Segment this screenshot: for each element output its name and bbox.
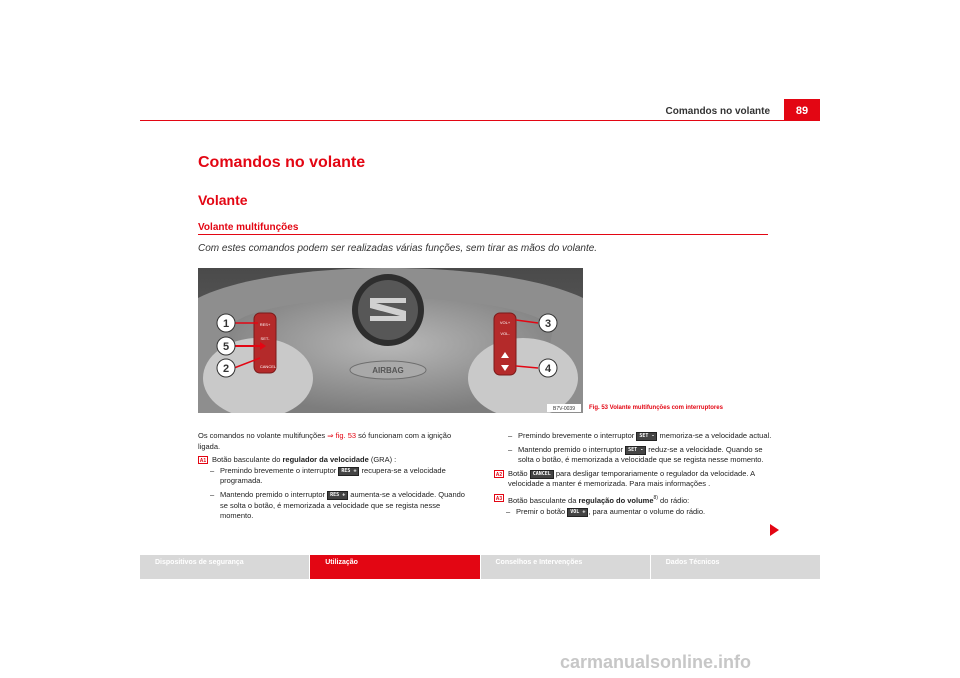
tab-dispositivos-seguranca[interactable]: Dispositivos de segurança (140, 555, 309, 579)
item-a2: A2 Botão CANCEL para desligar temporariamente o regulador da velocidade. A velocidade a manter é memorizada. Para mais informações . (495, 468, 755, 489)
list-item: – Premindo brevemente o interruptor SET - memoriza-se a velocidade actual. (494, 431, 779, 442)
list-item: – Premir o botão VOL + , para aumentar o volume do rádio. (494, 507, 779, 518)
cancel-key-icon: CANCEL (530, 470, 554, 479)
vol-key-icon: VOL + (567, 508, 588, 517)
callout-2: 2 (222, 363, 230, 375)
watermark: carmanualsonline.info (560, 652, 752, 672)
header-rule (140, 120, 820, 121)
figure-caption: Fig. 53 Volante multifunções com interruptores (589, 405, 723, 411)
callout-1: 1 (222, 318, 230, 330)
figure-reference-link[interactable]: ⇒ fig. 53 (327, 431, 357, 440)
intro-text: Com estes comandos podem ser realizadas várias funções, sem tirar as mãos do volante. (198, 243, 598, 254)
list-item: – Mantendo premido o interruptor RES + aumenta-se a velocidade. Quando se solta o botão, é memorizada a velocidade que se regista nesse momento. (198, 490, 470, 522)
set-key-icon: SET - (625, 446, 646, 455)
callout-5: 5 (222, 341, 230, 353)
vol-down-label: VOL- (500, 331, 510, 336)
chapter-heading: Comandos no volante (198, 154, 366, 171)
callout-4: 4 (544, 363, 552, 375)
vol-up-label: VOL+ (499, 320, 511, 325)
footnote-ref: 8) (653, 494, 658, 501)
intro-paragraph: Os comandos no volante multifunções ⇒ fig. 53 só funcionam com a ignição ligada. (198, 431, 452, 451)
marker-a1: A1 (199, 458, 207, 465)
running-header-title: Comandos no volante (665, 106, 770, 117)
subsection-rule (198, 234, 768, 235)
res-key-icon: RES + (338, 467, 359, 476)
marker-a2: A2 (495, 471, 503, 478)
cancel-button-label: CANCEL (259, 364, 277, 369)
tab-utilizacao[interactable]: Utilização (310, 555, 479, 579)
item-a3: A3 Botão basculante da regulação do volume$^{8)}$ do rádio: (495, 494, 690, 505)
steering-wheel-illustration (198, 268, 583, 413)
res-key-icon: RES + (327, 491, 348, 500)
next-page-arrow-icon[interactable] (770, 524, 779, 536)
res-button-label: RES+ (259, 322, 271, 327)
set-key-icon: SET - (636, 432, 657, 441)
text-column-left (198, 431, 470, 522)
list-item: – Mantendo premido o interruptor SET - reduz-se a velocidade. Quando se solta o botão, é memorizada a velocidade que se regista nesse momento. (494, 445, 779, 466)
figure-code: B7V-0039 (553, 406, 575, 412)
section-heading: Volante (198, 192, 248, 208)
item-a1: A1 Botão basculante do regulador da velocidade (GRA) : (199, 455, 397, 465)
text-column-right (494, 431, 779, 517)
marker-a3: A3 (495, 495, 503, 502)
footer-nav (140, 555, 820, 579)
list-item: – Premindo brevemente o interruptor RES + recupera-se a velocidade programada. (198, 466, 470, 487)
tab-conselhos-intervencoes[interactable]: Conselhos e Intervenções (481, 555, 650, 579)
airbag-label: AIRBAG (372, 366, 404, 375)
set-button-label: SET- (260, 336, 270, 341)
subsection-heading: Volante multifunções (198, 222, 299, 233)
steering-wheel-figure (198, 268, 583, 413)
tab-dados-tecnicos[interactable]: Dados Técnicos (651, 555, 820, 579)
callout-3: 3 (544, 318, 552, 330)
page-number: 89 (784, 99, 820, 121)
